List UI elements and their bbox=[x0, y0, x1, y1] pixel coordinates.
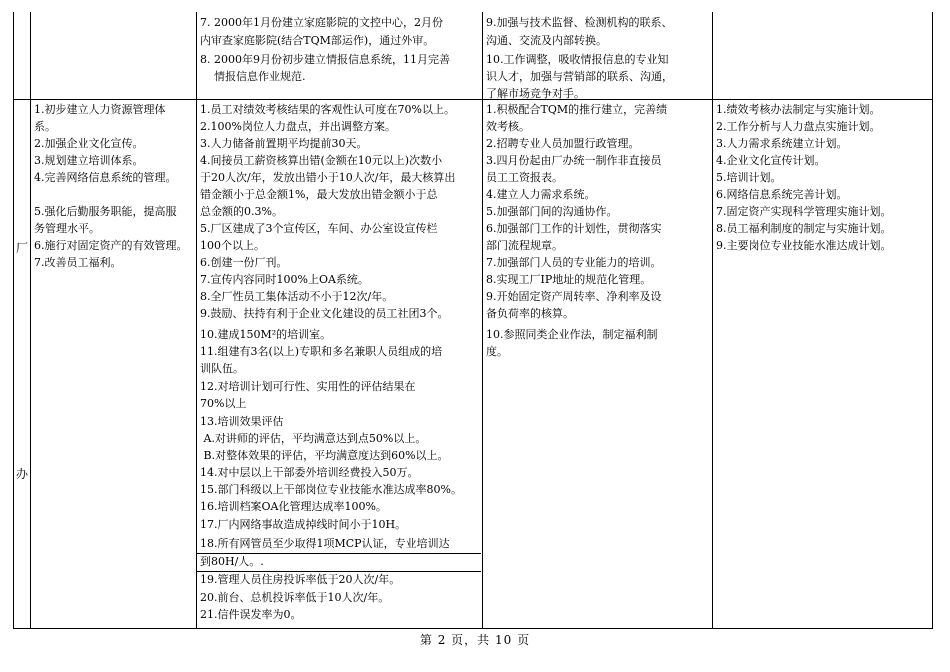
text-line: 9.鼓励、扶持有利于企业文化建设的员工社团3个。 bbox=[200, 307, 449, 320]
text-line: B.对整体效果的评估，平均满意度达到60%以上。 bbox=[200, 449, 449, 462]
text-line: A.对讲师的评估，平均满意达到点50%以上。 bbox=[200, 432, 427, 445]
text-line: 6.创建一份厂刊。 bbox=[200, 256, 288, 269]
text-line: 到80H/人。. bbox=[200, 555, 264, 568]
text-line: 9.加强与技术监督、检测机构的联系、 bbox=[486, 16, 673, 29]
text-line: 8. 2000年9月份初步建立情报信息系统，11月完善 bbox=[200, 53, 450, 66]
department-label-char: 办 bbox=[16, 467, 29, 481]
text-line: 2.招聘专业人员加盟行政管理。 bbox=[486, 137, 640, 150]
text-line: 2.100%岗位人力盘点，并出调整方案。 bbox=[200, 120, 396, 133]
text-line: 员工工资报表。 bbox=[486, 171, 563, 184]
text-line: 度。 bbox=[486, 345, 508, 358]
text-line: 1.绩效考核办法制定与实施计划。 bbox=[716, 103, 881, 116]
text-line: 部门流程规章。 bbox=[486, 239, 563, 252]
text-line: 8.全厂性员工集体活动不小于12次/年。 bbox=[200, 290, 394, 303]
text-line: 3.人力储备前置期平均提前30天。 bbox=[200, 137, 368, 150]
text-line: 于20人次/年，发放出错小于10人次/年，最大核算出 bbox=[200, 171, 456, 184]
targets-cell bbox=[197, 12, 483, 99]
text-line: 70%以上 bbox=[200, 397, 247, 410]
text-line: 6.施行对固定资产的有效管理。 bbox=[34, 239, 188, 252]
plans-cell-empty bbox=[713, 12, 932, 99]
text-line: 情报信息作业规范. bbox=[200, 70, 306, 83]
goals-cell bbox=[31, 100, 197, 628]
measures-cell bbox=[483, 12, 713, 99]
text-line: 效考核。 bbox=[486, 120, 530, 133]
table-row-factory-office bbox=[14, 100, 932, 628]
text-line: 10.建成150M²的培训室。 bbox=[200, 328, 332, 341]
text-line: 21.信件误发率为0。 bbox=[200, 608, 302, 621]
text-line: 内审查家庭影院(结合TQM部运作)，通过外审。 bbox=[200, 34, 435, 47]
plan-table bbox=[13, 12, 933, 629]
text-line: 务管理水平。 bbox=[34, 222, 100, 235]
text-line: 备负荷率的核算。 bbox=[486, 307, 574, 320]
text-line: 12.对培训计划可行性、实用性的评估结果在 bbox=[200, 380, 416, 393]
text-line: 8.实现工厂IP地址的规范化管理。 bbox=[486, 273, 652, 286]
text-line: 3.人力需求系统建立计划。 bbox=[716, 137, 848, 150]
text-line: 7. 2000年1月份建立家庭影院的文控中心，2月份 bbox=[200, 16, 443, 29]
text-line: 沟通、交流及内部转换。 bbox=[486, 34, 607, 47]
text-line: 系。 bbox=[34, 120, 56, 133]
text-line: 5.培训计划。 bbox=[716, 171, 782, 184]
text-line: 20.前台、总机投诉率低于10人次/年。 bbox=[200, 591, 390, 604]
text-line: 4.间接员工薪资核算出错(金额在10元以上)次数小 bbox=[200, 154, 443, 167]
text-line: 总金额的0.3%。 bbox=[200, 205, 283, 218]
text-line: 9.主要岗位专业技能水准达成计划。 bbox=[716, 239, 892, 252]
text-line: 4.完善网络信息系统的管理。 bbox=[34, 171, 177, 184]
text-line: 1.积极配合TQM的推行建立，完善绩 bbox=[486, 103, 668, 116]
page-number: 第 2 页，共 10 页 bbox=[419, 633, 531, 647]
text-line: 3.四月份起由厂办统一制作非直接员 bbox=[486, 154, 662, 167]
text-line: 了解市场竞争对手。 bbox=[486, 87, 585, 99]
goals-cell-empty bbox=[31, 12, 197, 99]
targets-cell bbox=[197, 100, 483, 628]
text-line: 5.厂区建成了3个宣传区，车间、办公室设宣传栏 bbox=[200, 222, 438, 235]
text-line: 100个以上。 bbox=[200, 239, 265, 252]
text-line: 15.部门科级以上干部岗位专业技能水准达成率80%。 bbox=[200, 483, 462, 496]
department-cell-empty bbox=[14, 12, 31, 99]
text-line: 7.改善员工福利。 bbox=[34, 256, 122, 269]
text-line: 18.所有网管员至少取得1项MCP认证，专业培训达 bbox=[200, 537, 450, 550]
table-row-continuation bbox=[14, 12, 932, 100]
text-line: 13.培训效果评估 bbox=[200, 415, 284, 428]
text-line: 1.员工对绩效考核结果的客观性认可度在70%以上。 bbox=[200, 103, 455, 116]
text-line: 7.固定资产实现科学管理实施计划。 bbox=[716, 205, 892, 218]
text-line: 训队伍。 bbox=[200, 362, 244, 375]
text-line: 1.初步建立人力资源管理体 bbox=[34, 103, 166, 116]
text-line: 2.加强企业文化宣传。 bbox=[34, 137, 144, 150]
text-line: 17.厂内网络事故造成掉线时间小于10H。 bbox=[200, 518, 407, 531]
text-line: 8.员工福利制度的制定与实施计划。 bbox=[716, 222, 892, 235]
text-line: 7.加强部门人员的专业能力的培训。 bbox=[486, 256, 662, 269]
text-line: 19.管理人员住房投诉率低于20人次/年。 bbox=[200, 573, 401, 586]
text-line: 识人才，加强与营销部的联系、沟通， bbox=[486, 70, 673, 83]
text-line: 10.工作调整，吸收情报信息的专业知 bbox=[486, 53, 669, 66]
plans-cell bbox=[713, 100, 932, 628]
text-line: 5.加强部门间的沟通协作。 bbox=[486, 205, 618, 218]
text-line: 错金额小于总金额1%，最大发放出错金额小于总 bbox=[200, 188, 438, 201]
department-cell bbox=[14, 100, 31, 628]
text-line: 5.强化后勤服务职能，提高服 bbox=[34, 205, 177, 218]
text-line: 3.规划建立培训体系。 bbox=[34, 154, 144, 167]
text-line: 7.宣传内容同时100%上OA系统。 bbox=[200, 273, 369, 286]
measures-cell bbox=[483, 100, 713, 628]
text-line: 11.组建有3名(以上)专职和多名兼职人员组成的培 bbox=[200, 345, 443, 358]
text-line: 4.建立人力需求系统。 bbox=[486, 188, 596, 201]
text-line: 2.工作分析与人力盘点实施计划。 bbox=[716, 120, 881, 133]
text-line: 6.加强部门工作的计划性，贯彻落实 bbox=[486, 222, 662, 235]
text-line: 9.开始固定资产周转率、净利率及设 bbox=[486, 290, 662, 303]
department-label-char: 厂 bbox=[16, 241, 29, 255]
text-line: 16.培训档案OA化管理达成率100%。 bbox=[200, 500, 387, 513]
text-line: 4.企业文化宣传计划。 bbox=[716, 154, 826, 167]
text-line: 10.参照同类企业作法，制定福利制 bbox=[486, 328, 658, 341]
text-line: 6.网络信息系统完善计划。 bbox=[716, 188, 848, 201]
text-line: 14.对中层以上干部委外培训经费投入50万。 bbox=[200, 466, 419, 479]
